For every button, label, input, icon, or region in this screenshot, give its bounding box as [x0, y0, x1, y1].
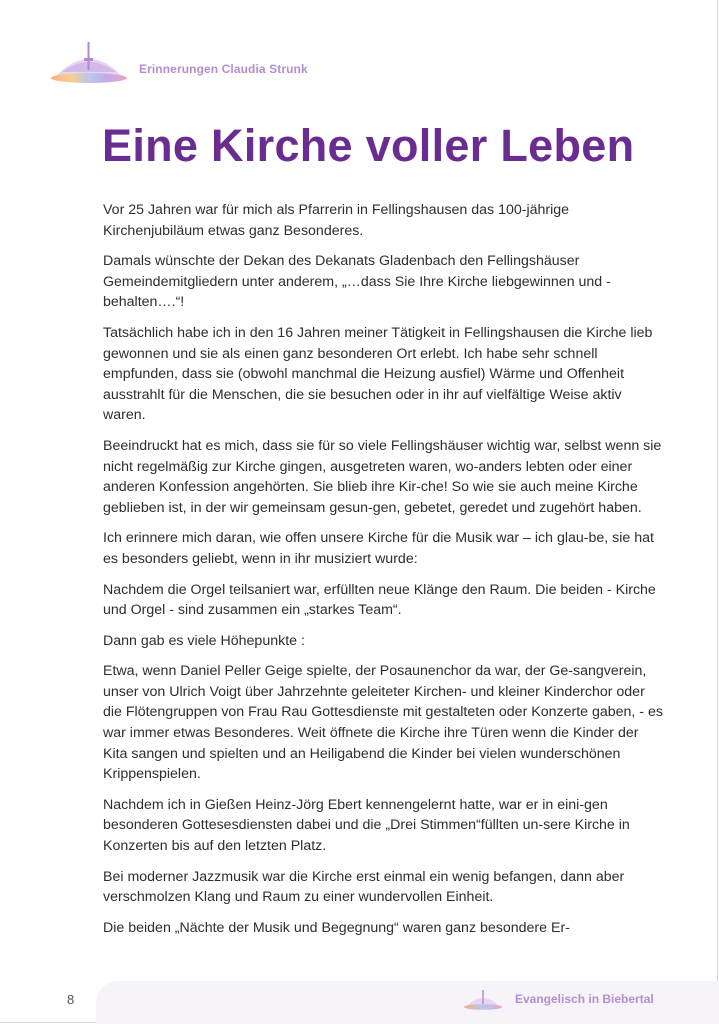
footer-publication: Evangelisch in Biebertal [515, 992, 654, 1006]
church-logo-icon [462, 988, 504, 1012]
paragraph: Ich erinnere mich daran, wie offen unsere Kirche für die Musik war – ich glau-be, sie hat es besonders geliebt, wenn in ihr musiziert wurde: [103, 530, 654, 567]
paragraph: Die beiden „Nächte der Musik und Begegnung“ waren ganz besondere Er- [103, 919, 570, 936]
page-number: 8 [67, 992, 75, 1007]
paragraph: Beeindruckt hat es mich, dass sie für so viele Fellingshäuser wichtig war, selbst wenn sie nicht regelmäßig zur Kirche gingen, ausgetreten waren, wo-anders lebten oder einer anderen Konfession angehörten. Sie blieb ihre Kir-che! So wie sie auch meine Kirche geblieben ist, in der wir gemeinsam gesun-gen, gebetet, geredet und zugehört haben. [103, 437, 662, 516]
paragraph: Nachdem die Orgel teilsaniert war, erfüllten neue Klänge den Raum. Die beiden - Kirche und Orgel - sind zusammen ein „starkes Team“. [103, 581, 656, 619]
page-header [46, 38, 446, 88]
article-body [103, 200, 663, 948]
paragraph: Vor 25 Jahren war für mich als Pfarrerin in Fellingshausen das 100-jährige Kirchenjubiläum etwas ganz Besonderes. [103, 202, 570, 239]
paragraph: Dann gab es viele Höhepunkte : [103, 632, 305, 649]
church-logo-icon [46, 38, 132, 88]
paragraph: Etwa, wenn Daniel Peller Geige spielte, der Posaunenchor da war, der Ge-sangverein, unser von Ulrich Voigt über Jahrzehnte geleiteter Kirchen- und kleiner Kinderchor oder die Flötengruppen von Frau Rau Gottesdienste mit gestalteten oder Konzerte gaben, - es war immer etwas Besonderes. Weit öffnete die Kirche ihre Türen wenn die Kinder der Kita sangen und spielten und an Heiligabend die Kinder bei vielen wunderschönen Krippenspielen. [103, 663, 663, 783]
header-title: Erinnerungen Claudia Strunk [139, 62, 308, 76]
paragraph: Tatsächlich habe ich in den 16 Jahren meiner Tätigkeit in Fellingshausen die Kirche lieb gewonnen und sie als einen ganz besonderen Ort erlebt. Ich habe sehr schnell empfunden, dass sie (obwohl manchmal die Heizung ausfiel) Wärme und Offenheit ausstrahlt für die Menschen, die sie besuchen oder in ihr auf vielfältige Weise aktiv waren. [103, 324, 653, 424]
paragraph: Bei moderner Jazzmusik war die Kirche erst einmal ein wenig befangen, dann aber verschmolzen Klang und Raum zu einer wundervollen Einheit. [103, 868, 625, 906]
article-title: Eine Kirche voller Leben [102, 120, 635, 171]
paragraph: Nachdem ich in Gießen Heinz-Jörg Ebert kennengelernt hatte, war er in eini-gen besonderen Gottesesdiensten dabei und die „Drei Stimmen“füllten un-sere Kirche in Konzerten bis auf den letzten Platz. [103, 796, 630, 855]
paragraph: Damals wünschte der Dekan des Dekanats Gladenbach den Fellingshäuser Gemeindemitgliedern unter anderem, „…dass Sie Ihre Kirche liebgewinnen und -behalten….“! [103, 253, 611, 311]
